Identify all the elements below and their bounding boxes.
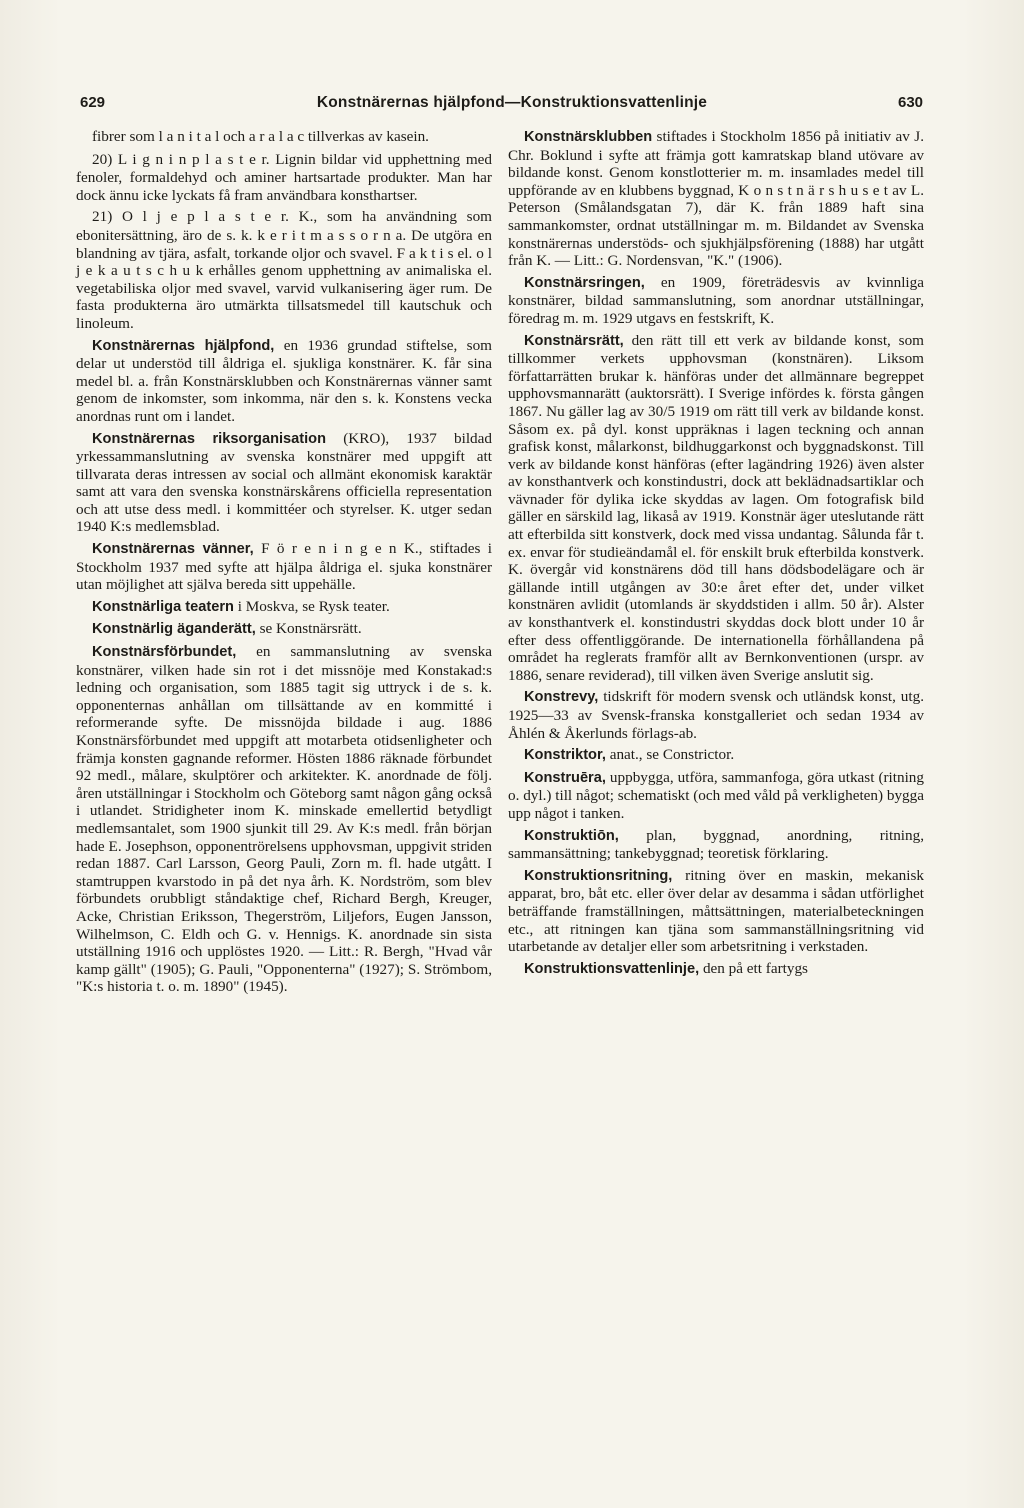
entry: Konstriktor, anat., se Constrictor.: [524, 746, 735, 764]
entry: Konstruktionsritning, ritning över en maskin, mekanisk apparat, bro, båt etc. eller över delar av desamma i sådan utförlighet beträffande framställningen, måttsättningen, materialbeteckningen etc., att ritningen kan tjäna som sammanställningsritning vid utarbetande av detaljer eller som arbetsritning i verkstaden.: [508, 866, 924, 956]
entry: 20) L i g n i n p l a s t e r. Lignin bildar vid upphettning med fenoler, formaldehyd och aminer hartsartade produkter. Man har dock ännu icke lyckats få fram användbara konsthartser.: [76, 150, 492, 204]
entry: Konstruktionsvattenlinje, den på ett fartygs: [524, 959, 808, 977]
entry: Konstruēra, uppbygga, utföra, sammanfoga, göra utkast (ritning o. dyl.) till något; schematiskt (och med våld på verkligheten) bygga upp något i tanken.: [508, 768, 924, 822]
entry: Konstnärsrätt, den rätt till ett verk av bildande konst, som tillkommer verkets upphovsman (konstnären). Liksom författarrätten brukar k. hänföras under det allmännare begreppet upphovsmannarätt (auktorsrätt). I Sverige infördes k. första gången 1867. Nu gäller lag av 30/5 1919 om rätt till verk av bildande konst. Såsom ex. på dyl. konst uppräknas i lagen teckning och annan grafisk konst, målarkonst, bildhuggarkonst och byggnadskonst. Till verk av bildande konst hänföras (efter lagändring 1926) även alster av konsthantverk och konstindustri, dock att beklädnadsartiklar och vävnader för dylika icke skyddas av lagen. Om fotografisk bild gäller en särskild lag, likaså av 1919. Konstnär äger uteslutande rätt att efterbilda sitt konstverk, dock med vissa undantag. Sålunda får t. ex. envar för studieändamål el. för enskilt bruk efterbilda konstverk. K. övergår vid konstnärens död till hans dödsbodelägare och är gällande intill utgången av 30:e året efter det, under vilket konstnären avlidit (utomlands är skyddstiden i allm. 50 år). Alster av konsthantverk el. konstindustri skyddas dock blott under 10 år efter dess offentliggörande. De internationella förhållandena på området ha reglerats framför allt av Bernkonventionen (urspr. av 1886, senare reviderad), till vilken även Sverige anslutit sig.: [508, 331, 924, 684]
running-title: Konstnärernas hjälpfond—Konstruktionsvattenlinje: [316, 94, 708, 111]
right-column: [508, 128, 924, 982]
entry: Konstrevy, tidskrift för modern svensk och utländsk konst, utg. 1925—33 av Svensk-franska konstgalleriet och sedan 1934 av Åhlén & Åkerlunds förlags-ab.: [508, 688, 924, 742]
entry: Konstnärernas vänner, F ö r e n i n g e n K., stiftades i Stockholm 1937 med syfte att hjälpa åldriga el. sjuka konstnärer utan möjlighet att själva bereda sitt uppehälle.: [76, 540, 492, 594]
entry: Konstnärsklubben stiftades i Stockholm 1856 på initiativ av J. Chr. Boklund i syfte att främja gott kamratskap bland utövare av bildande konst. Genom konstlotterier m. m. insamlades medel till uppförande av en klubbens byggnad, K o n s t n ä r s h u s e t av L. Peterson (Smålandsgatan 7), där K. från 1889 haft sina sammankomster, ordnat utställningar m. m. Bildandet av Svenska konstnärernas understöds- och sjukhjälpsförening (1888) har utgått från K. — Litt.: G. Nordensvan, "K." (1906).: [508, 128, 924, 270]
page-header: [0, 94, 1024, 118]
left-column: [76, 128, 492, 1000]
entry: 21) O l j e p l a s t e r. K., som ha användning som ebonitersättning, äro de s. k. k e r i t m a s s o r n a. De utgöra en blandning av tjära, asfalt, torkande oljor och svavel. F a k t i s el. o l j e k a u t s c h u k erhålles genom upphettning av animaliska el. vegetabiliska oljor med svavel, varvid vulkanisering äger rum. De fasta produkterna äro utmärkta tillsatsmedel till kautschuk och linoleum.: [76, 208, 492, 332]
entry: Konstruktiōn, plan, byggnad, anordning, ritning, sammansättning; tankebyggnad; teoretisk förklaring.: [508, 826, 924, 863]
page-number-left: 629: [80, 94, 106, 111]
entry: Konstnärsförbundet, en sammanslutning av svenska konstnärer, vilken hade sin rot i det missnöje med Konstakad:s ledning och organisation, som 1885 tagit sig uttryck i de s. k. opponenternas anhållan om tillsättande av en kommitté i reformerande syfte. De missnöjda bildade i aug. 1886 Konstnärsförbundet med uppgift att motarbeta otidsenligheter och främja konsten gagnande reformer. Hösten 1886 räknade förbundet 92 medl., målare, skulptörer och arkitekter. K. anordnade de följ. åren utställningar i Stockholm och Göteborg samt någon gång också i utlandet. Stridigheter inom K. minskade emellertid betydligt medlemsantalet, som 1900 sjunkit till 29. Av K:s medl. från början hade E. Josephson, opponentrörelsens upphovsman, uppgivit striden redan 1887. Carl Larsson, Georg Pauli, Zorn m. fl. hade utgått. I stamtruppen kvarstodo in på det nya årh. K. Nordström, som blev förbundets orubbligt ståndaktige chef, Richard Bergh, Kreuger, Acke, Christian Eriksson, Thegerström, Liljefors, Eugen Jansson, Wilhelmson, C. Eldh och G. v. Hennigs. K. anordnade sin sista utställning 1916 och upplöstes 1920. — Litt.: R. Bergh, "Hvad vår kamp gällt" (1905); G. Pauli, "Opponenterna" (1927); S. Strömbom, "K:s historia t. o. m. 1890" (1945).: [76, 643, 492, 996]
page-number-right: 630: [898, 94, 924, 111]
entry: fibrer som l a n i t a l och a r a l a c tillverkas av kasein.: [92, 128, 429, 145]
entry: Konstnärernas hjälpfond, en 1936 grundad stiftelse, som delar ut understöd till åldriga el. sjukliga konstnärer. K. får sina medel bl. a. från Konstnärsklubben och Konstnärernas vänner samt genom de inkomster, som inkomma, när den s. k. Konstens vecka anordnas runt om i landet.: [76, 336, 492, 425]
entry: Konstnärliga teatern i Moskva, se Rysk teater.: [92, 597, 390, 615]
entry: Konstnärsringen, en 1909, företrädesvis av kvinnliga konstnärer, bildad sammanslutning, som anordnar utställningar, föredrag m. m. 1929 utgavs en festskrift, K.: [508, 273, 924, 327]
entry: Konstnärlig äganderätt, se Konstnärsrätt.: [92, 620, 362, 638]
entry: Konstnärernas riksorganisation (KRO), 1937 bildad yrkessammanslutning av svenska konstnärer med uppgift att tillvarata deras intressen av social och allmänt ekonomisk karaktär samt att vara den svenska konstnärskårens officiella representation och att utse dess medl. i kommittéer och styrelser. K. utger sedan 1940 K:s medlemsblad.: [76, 429, 492, 536]
